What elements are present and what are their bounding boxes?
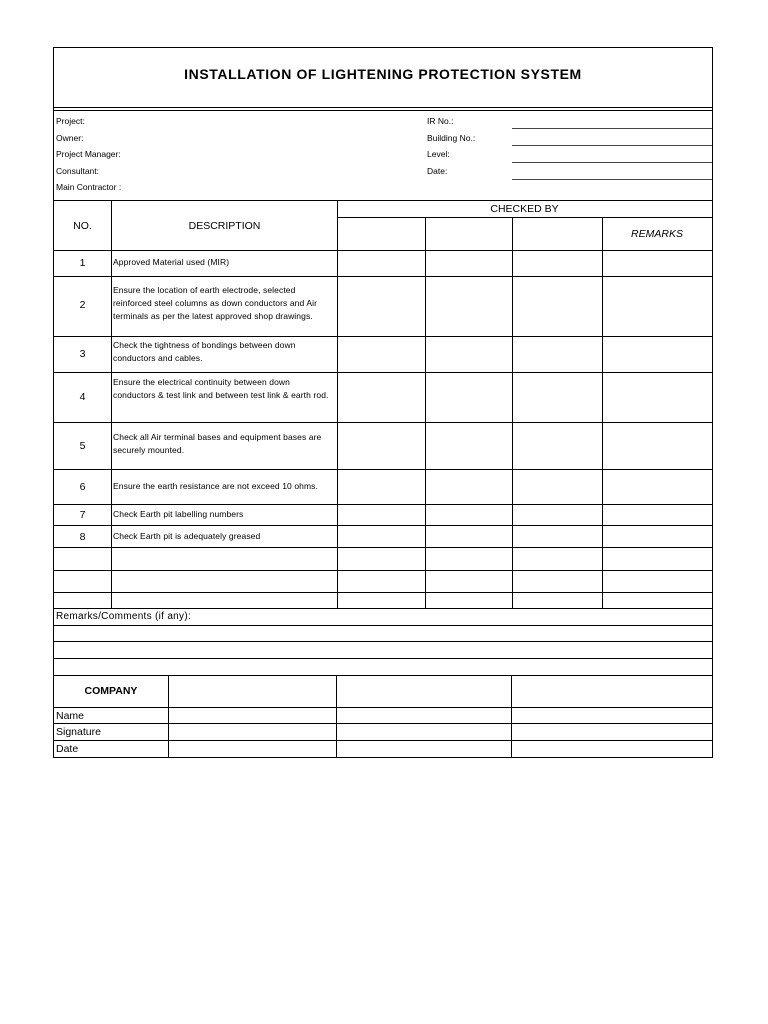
- remarks-comments-label: Remarks/Comments (if any):: [56, 611, 192, 622]
- info-date-label: Date:: [427, 166, 448, 176]
- row-line: [53, 372, 713, 373]
- row-line: [53, 525, 713, 526]
- info-main-contractor-label: Main Contractor :: [56, 182, 122, 192]
- row-number: 3: [79, 348, 86, 360]
- row-description: Ensure the earth resistance are not exceed 10 ohms.: [113, 481, 318, 491]
- signoff-signature-label: Signature: [56, 726, 101, 738]
- header-no: NO.: [73, 220, 92, 232]
- info-ir-no-field[interactable]: [512, 128, 712, 129]
- row-number: 4: [79, 391, 86, 403]
- info-level-field[interactable]: [512, 162, 712, 163]
- row-number: 2: [79, 299, 86, 311]
- row-description: Check all Air terminal bases and equipment bases are securely mounted.: [113, 432, 322, 455]
- row-number: 5: [79, 440, 86, 452]
- signoff-row-line: [53, 723, 713, 724]
- row-description: Ensure the electrical continuity between down conductors & test link and between test link & earth rod.: [113, 377, 329, 400]
- signoff-row-line: [53, 740, 713, 741]
- row-line: [53, 608, 713, 609]
- row-description: Check Earth pit is adequately greased: [113, 531, 261, 541]
- info-level-label: Level:: [427, 149, 450, 159]
- signoff-name-label: Name: [56, 710, 85, 722]
- signoff-company-label: COMPANY: [84, 685, 138, 697]
- row-line: [53, 592, 713, 593]
- signoff-date-label: Date: [56, 743, 79, 755]
- title-divider-1: [53, 107, 713, 108]
- frame-right: [712, 47, 713, 757]
- checked-by-underline: [337, 217, 712, 218]
- signoff-header-line: [53, 707, 713, 708]
- row-line: [53, 336, 713, 337]
- info-building-no-field[interactable]: [512, 145, 712, 146]
- header-checked-by: CHECKED BY: [490, 203, 559, 215]
- remarks-line[interactable]: [53, 625, 713, 626]
- row-description: Approved Material used (MIR): [113, 257, 230, 267]
- header-remarks: REMARKS: [631, 228, 683, 240]
- form-title: INSTALLATION OF LIGHTENING PROTECTION SYSTEM: [184, 66, 582, 82]
- row-line: [53, 570, 713, 571]
- signoff-col-line: [511, 675, 512, 757]
- row-description: Check Earth pit labelling numbers: [113, 509, 244, 519]
- row-line: [53, 504, 713, 505]
- row-number: 1: [79, 257, 86, 269]
- row-line: [53, 276, 713, 277]
- title-divider-2: [53, 110, 713, 111]
- signoff-col-line: [168, 675, 169, 757]
- info-date-field[interactable]: [512, 179, 712, 180]
- info-owner-label: Owner:: [56, 133, 84, 143]
- info-project-label: Project:: [56, 116, 85, 126]
- remarks-line[interactable]: [53, 658, 713, 659]
- row-line: [53, 469, 713, 470]
- info-project-manager-label: Project Manager:: [56, 149, 121, 159]
- row-line: [53, 547, 713, 548]
- signoff-bottom-line: [53, 757, 713, 758]
- row-description: Check the tightness of bondings between down conductors and cables.: [113, 340, 296, 363]
- remarks-line[interactable]: [53, 641, 713, 642]
- header-description: DESCRIPTION: [188, 220, 261, 232]
- signoff-col-line: [336, 675, 337, 757]
- row-number: 6: [79, 481, 86, 493]
- frame-top: [53, 47, 713, 48]
- table-top-border: [53, 200, 713, 201]
- row-number: 8: [79, 531, 86, 543]
- row-line: [53, 250, 713, 251]
- row-line: [53, 422, 713, 423]
- info-building-no-label: Building No.:: [427, 133, 476, 143]
- remarks-bottom-line: [53, 675, 713, 676]
- row-description: Ensure the location of earth electrode, selected reinforced steel columns as down conductors and Air terminals as per the latest approved shop drawings.: [113, 285, 318, 321]
- row-number: 7: [79, 509, 86, 521]
- info-ir-no-label: IR No.:: [427, 116, 454, 126]
- info-consultant-label: Consultant:: [56, 166, 99, 176]
